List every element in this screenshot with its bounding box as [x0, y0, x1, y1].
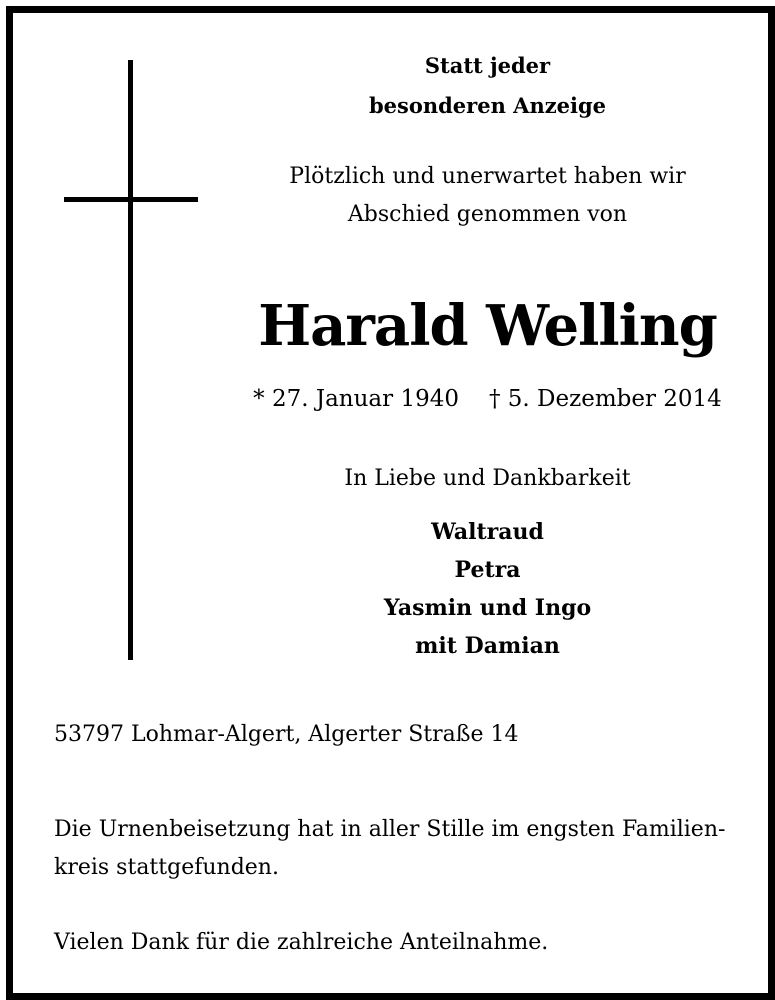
birth-date: * 27. Januar 1940: [253, 386, 459, 412]
intro-heading: [240, 46, 735, 126]
intro-line: Statt jeder: [424, 53, 551, 78]
cross-vertical-bar: [128, 60, 133, 660]
love-line: In Liebe und Dankbarkeit: [344, 466, 631, 491]
burial-note-line: Die Urnenbeisetzung hat in aller Stille im engsten Familien-: [54, 817, 726, 842]
message-line: Plötzlich und unerwartet haben wir: [289, 164, 686, 189]
address-line: 53797 Lohmar-Algert, Algerter Straße 14: [54, 722, 519, 747]
mourner-name: Waltraud: [431, 519, 544, 545]
mourner-name: mit Damian: [415, 633, 560, 659]
mourners-list: [240, 513, 735, 665]
mourner-name: Yasmin und Ingo: [383, 595, 592, 621]
burial-note: [54, 811, 724, 887]
intro-line: besonderen Anzeige: [368, 93, 607, 118]
cross-horizontal-bar: [64, 197, 198, 202]
life-dates: [240, 378, 735, 420]
deceased-name: Harald Welling: [258, 293, 717, 359]
death-date: † 5. Dezember 2014: [488, 386, 722, 412]
mourner-name: Petra: [454, 557, 521, 583]
farewell-message: [240, 158, 735, 234]
message-line: Abschied genommen von: [347, 202, 628, 227]
burial-note-line: kreis stattgefunden.: [54, 855, 279, 880]
thanks-line: Vielen Dank für die zahlreiche Anteilnahme.: [54, 930, 549, 955]
